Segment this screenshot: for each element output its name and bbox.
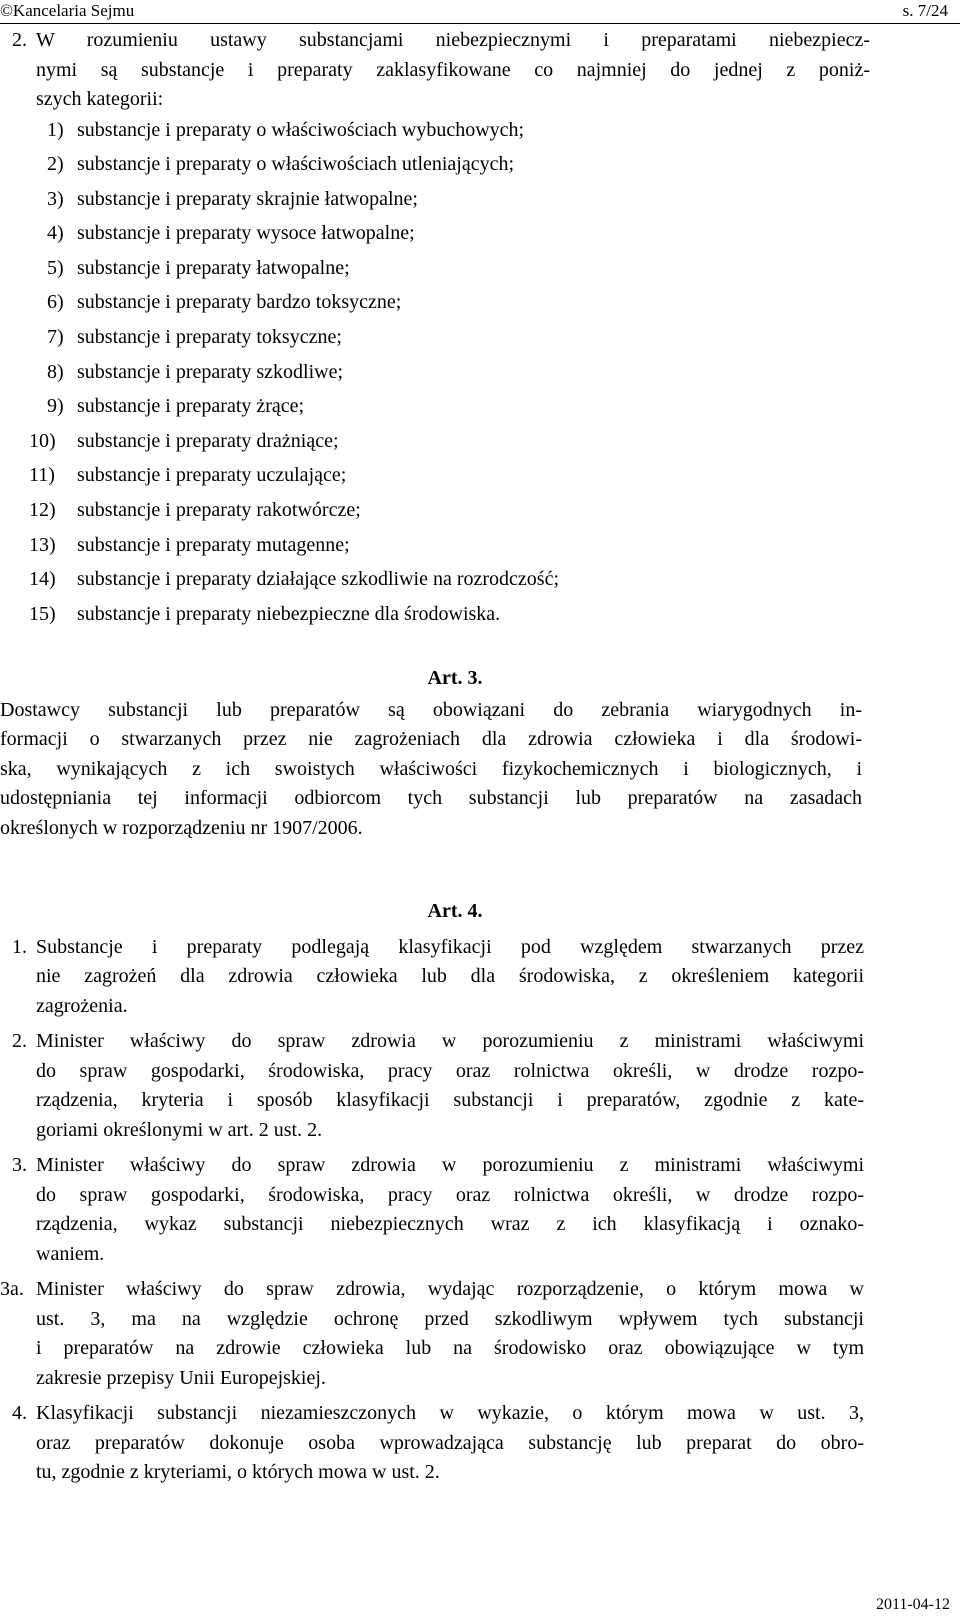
article-3-line: ska, wynikających z ich swoistych właściwości fizykochemicznych i biologicznych, i — [0, 757, 862, 780]
list-item — [0, 461, 870, 496]
paragraph-number: 3. — [12, 1154, 27, 1177]
article-3-line: Dostawcy substancji lub preparatów są obowiązani do zebrania wiarygodnych in- — [0, 698, 862, 721]
paragraph-line: tu, zgodnie z kryteriami, o których mowa w ust. 2. — [36, 1461, 440, 1484]
paragraph-line: Minister właściwy do spraw zdrowia w porozumieniu z ministrami właściwymi — [36, 1030, 864, 1053]
list-item — [0, 288, 870, 323]
list-item — [0, 323, 870, 358]
article-3-line: formacji o stwarzanych przez nie zagrożeniach dla zdrowia człowieka i dla środowi- — [0, 728, 862, 751]
list-item — [0, 254, 870, 289]
paragraph-line: goriami określonymi w art. 2 ust. 2. — [36, 1118, 323, 1141]
paragraph-line: Minister właściwy do spraw zdrowia w porozumieniu z ministrami właściwymi — [36, 1154, 864, 1177]
article-4-paragraph-3 — [0, 1151, 864, 1269]
list-item-text: substancje i preparaty bardzo toksyczne; — [77, 291, 402, 314]
header-page-number: s. 7/24 — [902, 1, 948, 20]
list-item-text: substancje i preparaty mutagenne; — [77, 533, 350, 556]
list-item — [0, 185, 870, 220]
paragraph-line: zagrożenia. — [36, 994, 128, 1017]
section-2-number: 2. — [12, 29, 27, 51]
list-item-text: substancje i preparaty wysoce łatwopalne; — [77, 222, 415, 245]
paragraph-number: 4. — [12, 1402, 27, 1425]
category-list — [0, 116, 870, 635]
list-item — [0, 427, 870, 462]
paragraph-number: 1. — [12, 935, 27, 958]
paragraph-line: ust. 3, ma na względzie ochronę przed szkodliwym wpływem tych substancji — [36, 1307, 864, 1330]
paragraph-line: do spraw gospodarki, środowiska, pracy oraz rolnictwa określi, w drodze rozpo- — [36, 1059, 864, 1082]
list-item-number: 1) — [47, 118, 64, 141]
section-2-line-2: nymi są substancje i preparaty zaklasyfikowane co najmniej do jednej z poniż- — [36, 58, 870, 81]
article-3-line: określonych w rozporządzeniu nr 1907/2006. — [0, 816, 363, 839]
paragraph-line: Klasyfikacji substancji niezamieszczonych w wykazie, o którym mowa w ust. 3, — [36, 1402, 864, 1425]
paragraph-line: zakresie przepisy Unii Europejskiej. — [36, 1366, 326, 1389]
list-item-number: 9) — [47, 395, 64, 418]
list-item-number: 4) — [47, 222, 64, 245]
list-item-text: substancje i preparaty skrajnie łatwopalne; — [77, 187, 418, 210]
article-4-paragraph-1 — [0, 933, 864, 1022]
list-item-number: 7) — [47, 326, 64, 349]
list-item-number: 3) — [47, 187, 64, 210]
header-divider — [0, 23, 960, 24]
list-item-text: substancje i preparaty szkodliwe; — [77, 360, 344, 383]
paragraph-line: oraz preparatów dokonuje osoba wprowadzająca substancję lub preparat do obro- — [36, 1431, 864, 1454]
list-item-text: substancje i preparaty rakotwórcze; — [77, 499, 361, 522]
list-item-number: 2) — [47, 153, 64, 176]
section-2-line-1: W rozumieniu ustawy substancjami niebezpiecznymi i preparatami niebezpiecz- — [36, 29, 870, 51]
paragraph-line: Minister właściwy do spraw zdrowia, wydając rozporządzenie, o którym mowa w — [36, 1278, 864, 1301]
list-item-text: substancje i preparaty żrące; — [77, 395, 305, 418]
article-4-paragraph-3a — [0, 1275, 864, 1393]
paragraph-line: nie zagrożeń dla zdrowia człowieka lub dla środowiska, z określeniem kategorii — [36, 965, 864, 988]
paragraph-line: i preparatów na zdrowie człowieka lub na środowisko oraz obowiązujące w tym — [36, 1337, 864, 1360]
list-item — [0, 531, 870, 566]
list-item — [0, 150, 870, 185]
paragraph-line: Substancje i preparaty podlegają klasyfikacji pod względem stwarzanych przez — [36, 935, 864, 958]
list-item-text: substancje i preparaty niebezpieczne dla środowiska. — [77, 602, 501, 625]
list-item — [0, 116, 870, 151]
list-item-text: substancje i preparaty działające szkodliwie na rozrodczość; — [77, 568, 560, 591]
article-3-heading: Art. 3. — [427, 667, 483, 690]
section-2-intro — [0, 26, 870, 115]
paragraph-line: rządzenia, wykaz substancji niebezpiecznych wraz z ich klasyfikacją i oznako- — [36, 1213, 864, 1236]
list-item-text: substancje i preparaty toksyczne; — [77, 326, 342, 349]
footer-date: 2011-04-12 — [875, 1596, 950, 1613]
paragraph-number: 2. — [12, 1030, 27, 1053]
list-item-number: 12) — [29, 499, 56, 522]
list-item — [0, 358, 870, 393]
list-item-number: 5) — [47, 256, 64, 279]
list-item-number: 14) — [29, 568, 56, 591]
list-item-number: 15) — [29, 602, 56, 625]
paragraph-line: rządzenia, kryteria i sposób klasyfikacji substancji i preparatów, zgodnie z kate- — [36, 1089, 864, 1112]
article-3-text — [0, 696, 862, 844]
paragraph-number: 3a. — [0, 1278, 24, 1301]
article-4-heading: Art. 4. — [427, 900, 483, 923]
list-item — [0, 600, 870, 635]
list-item-text: substancje i preparaty o właściwościach wybuchowych; — [77, 118, 525, 141]
list-item-text: substancje i preparaty o właściwościach utleniających; — [77, 153, 515, 176]
document-body — [0, 26, 870, 1494]
list-item-number: 6) — [47, 291, 64, 314]
article-4-paragraph-4 — [0, 1399, 864, 1488]
header-source: ©Kancelaria Sejmu — [0, 1, 135, 20]
list-item-number: 10) — [29, 429, 56, 452]
list-item-text: substancje i preparaty łatwopalne; — [77, 256, 350, 279]
paragraph-line: do spraw gospodarki, środowiska, pracy oraz rolnictwa określi, w drodze rozpo- — [36, 1183, 864, 1206]
list-item — [0, 496, 870, 531]
article-4-paragraph-2 — [0, 1027, 864, 1145]
article-3-line: udostępniania tej informacji odbiorcom tych substancji lub preparatów na zasadach — [0, 787, 862, 810]
list-item — [0, 392, 870, 427]
list-item-number: 13) — [29, 533, 56, 556]
section-2-line-3: szych kategorii: — [36, 88, 164, 110]
list-item-number: 8) — [47, 360, 64, 383]
list-item — [0, 565, 870, 600]
list-item-text: substancje i preparaty drażniące; — [77, 429, 339, 452]
list-item-text: substancje i preparaty uczulające; — [77, 464, 347, 487]
list-item-number: 11) — [29, 464, 55, 487]
paragraph-line: waniem. — [36, 1242, 105, 1265]
list-item — [0, 219, 870, 254]
